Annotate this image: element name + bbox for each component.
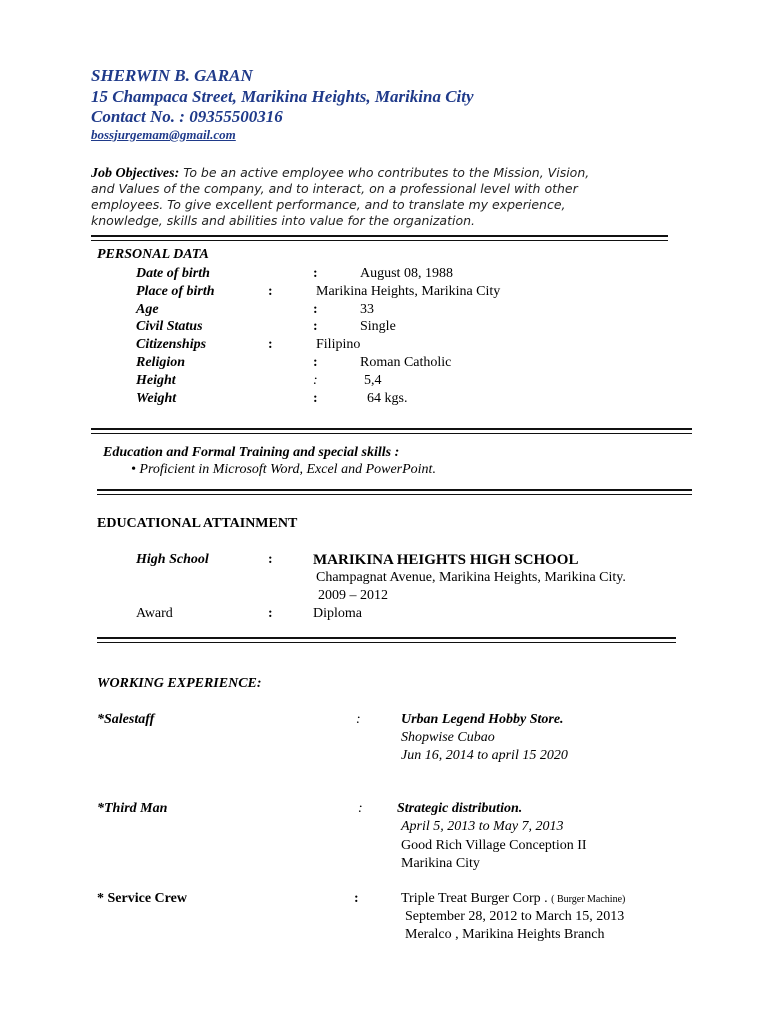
objectives-text-1: To be an active employee who contributes to the Mission, Vision, (179, 165, 590, 180)
job-3-dates: September 28, 2012 to March 15, 2013 (405, 909, 625, 924)
divider-1a (91, 235, 668, 237)
personal-value-citizenship: Filipino (316, 337, 361, 352)
job-1-location: Shopwise Cubao (401, 730, 495, 745)
applicant-email[interactable]: bossjurgemam@gmail.com (91, 127, 236, 142)
job-2-company: Strategic distribution. (397, 801, 523, 816)
job-3-colon: : (354, 891, 359, 906)
education-level: High School (136, 552, 209, 567)
job-2-dates: April 5, 2013 to May 7, 2013 (401, 819, 564, 834)
personal-value-age: 33 (360, 302, 374, 317)
personal-colon-age: : (313, 302, 318, 317)
personal-colon-civil-status: : (313, 319, 318, 334)
applicant-address: 15 Champaca Street, Marikina Heights, Marikina City (91, 87, 474, 106)
personal-label-height: Height (136, 373, 176, 388)
objectives-line-3: employees. To give excellent performance, and to translate my experience, (91, 197, 566, 212)
personal-value-weight: 64 kgs. (367, 391, 408, 406)
personal-value-pob: Marikina Heights, Marikina City (316, 284, 501, 299)
job-3-company-line (401, 891, 625, 907)
job-3-company-note: ( Burger Machine) (551, 894, 626, 905)
job-2-role: *Third Man (97, 801, 168, 816)
personal-colon-pob: : (268, 284, 273, 299)
job-3-company: Triple Treat Burger Corp . (401, 891, 548, 906)
skills-title: Education and Formal Training and special skills : (103, 445, 400, 460)
job-1-colon: : (356, 712, 361, 727)
job-2-colon: : (358, 801, 363, 816)
objectives-line-4: knowledge, skills and abilities into value for the organization. (91, 213, 476, 228)
education-award-colon: : (268, 606, 273, 621)
education-colon: : (268, 552, 273, 567)
divider-2b (91, 433, 692, 434)
personal-label-religion: Religion (136, 355, 186, 370)
divider-4b (97, 642, 676, 643)
divider-1b (91, 240, 668, 241)
job-2-location: Good Rich Village Conception II (401, 838, 587, 853)
personal-data-title: PERSONAL DATA (97, 247, 209, 262)
personal-label-civil-status: Civil Status (136, 319, 203, 334)
education-address: Champagnat Avenue, Marikina Heights, Marikina City. (316, 570, 626, 585)
objectives-line-2: and Values of the company, and to interact, on a professional level with other (91, 181, 578, 196)
divider-3a (97, 489, 692, 491)
personal-label-age: Age (136, 302, 159, 317)
personal-label-weight: Weight (136, 391, 177, 406)
personal-colon-citizenship: : (268, 337, 273, 352)
education-award-label: Award (136, 606, 173, 621)
personal-colon-height: : (313, 373, 318, 388)
personal-value-civil-status: Single (360, 319, 396, 334)
objectives-label: Job Objectives: (91, 166, 180, 181)
divider-2a (91, 428, 692, 430)
personal-label-dob: Date of birth (136, 266, 210, 281)
skills-item: • Proficient in Microsoft Word, Excel and PowerPoint. (131, 462, 436, 477)
job-3-location: Meralco , Marikina Heights Branch (405, 927, 605, 942)
job-1-dates: Jun 16, 2014 to april 15 2020 (401, 748, 568, 763)
job-2-city: Marikina City (401, 856, 480, 871)
applicant-name: SHERWIN B. GARAN (91, 66, 253, 85)
divider-3b (97, 494, 692, 495)
applicant-contact: Contact No. : 09355500316 (91, 107, 283, 126)
job-1-role: *Salestaff (97, 712, 155, 727)
education-school: MARIKINA HEIGHTS HIGH SCHOOL (313, 552, 579, 568)
work-title: WORKING EXPERIENCE: (97, 676, 262, 691)
education-award: Diploma (313, 606, 362, 621)
personal-colon-dob: : (313, 266, 318, 281)
objectives-line-1 (91, 165, 589, 182)
divider-4a (97, 637, 676, 639)
education-title: EDUCATIONAL ATTAINMENT (97, 516, 298, 531)
job-1-company: Urban Legend Hobby Store. (401, 712, 564, 727)
personal-value-height: 5,4 (364, 373, 382, 388)
education-years: 2009 – 2012 (318, 588, 388, 603)
personal-label-pob: Place of birth (136, 284, 215, 299)
job-3-role: * Service Crew (97, 891, 187, 906)
personal-value-religion: Roman Catholic (360, 355, 452, 370)
personal-colon-religion: : (313, 355, 318, 370)
personal-value-dob: August 08, 1988 (360, 266, 453, 281)
personal-label-citizenship: Citizenships (136, 337, 207, 352)
personal-colon-weight: : (313, 391, 318, 406)
